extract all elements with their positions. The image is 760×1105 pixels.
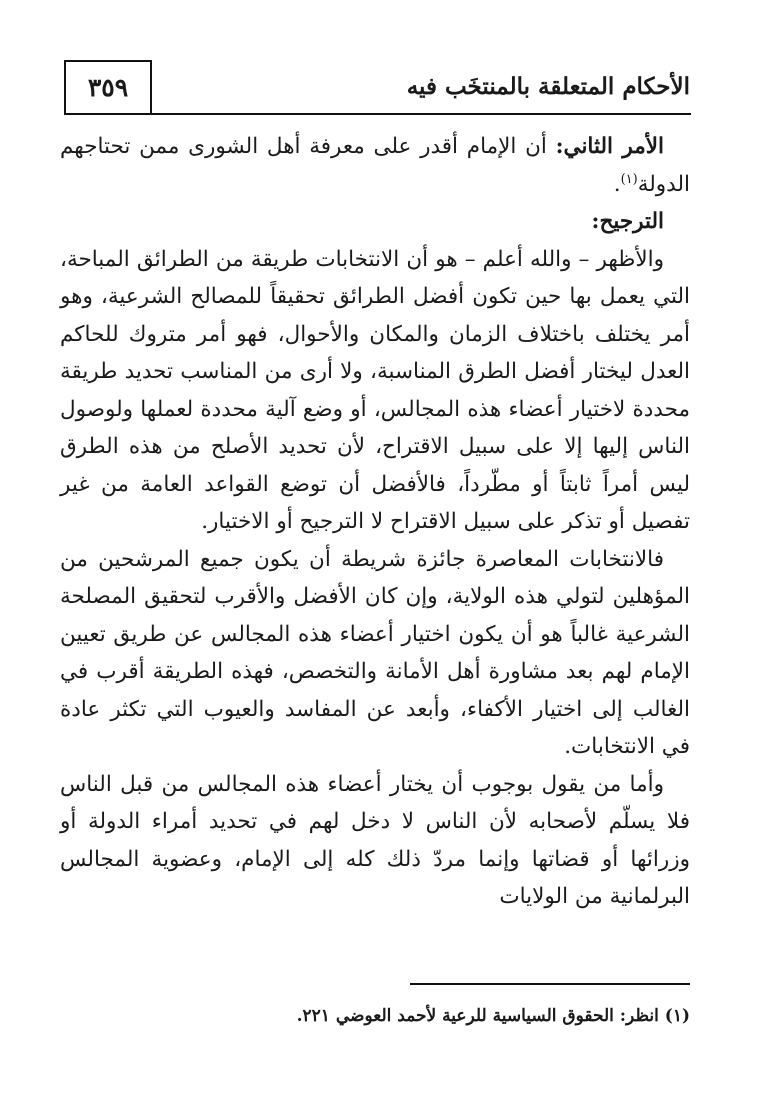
second-matter-text: أن الإمام أقدر على معرفة أهل الشورى ممن تحتاجهم الدولة	[60, 134, 690, 197]
paragraph-appointment: وأما من يقول بوجوب أن يختار أعضاء هذه المجالس من قبل الناس فلا يسلّم لأصحابه لأن الناس لا دخل لهم في تحديد أمراء الدولة أو وزرائها أو قضاتها وإنما مردّ ذلك كله إلى الإمام، وعضوية المجالس البرلمانية من الولايات	[60, 771, 690, 909]
header-rule	[64, 113, 691, 115]
paragraph-elections: فالانتخابات المعاصرة جائزة شريطة أن يكون جميع المرشحين من المؤهلين لتولي هذه الولاية، وإن كان الأفضل والأقرب لتحقيق المصلحة الشرعية غالباً هو أن يكون اختيار أعضاء هذه المجالس عن طريق تعيين الإمام لهم بعد مشاورة أهل الأمانة والتخصص، فهذه الطريقة أقرب في الغالب إلى اختيار الأكفاء، وأبعد عن المفاسد والعيوب التي تكثر عادة في الانتخابات.	[60, 546, 690, 759]
page-number: ٣٥٩	[64, 60, 152, 113]
main-text	[60, 128, 690, 916]
paragraph-second-matter	[60, 128, 690, 203]
running-title: الأحكام المتعلقة بالمنتخَب فيه	[406, 73, 690, 100]
footnote-reference: (١)	[620, 171, 638, 187]
heading-tarjih: الترجيح:	[591, 209, 664, 234]
footnote: (١) انظر: الحقوق السياسية للرعية لأحمد العوضي ٢٢١.	[296, 1006, 690, 1026]
footnote-rule	[410, 983, 690, 985]
sentence-end: .	[613, 171, 621, 197]
paragraph-preference: والأظهر – والله أعلم – هو أن الانتخابات طريقة من الطرائق المباحة، التي يعمل بها حين تكون أفضل الطرائق تحقيقاً للمصالح الشرعية، وهو أمر يختلف باختلاف الزمان والمكان والأحوال، فهو أمر متروك للحاكم العدل ليختار أفضل الطرق المناسبة، ولا أرى من المناسب تحديد طريقة محددة لاختيار أعضاء هذه المجالس، أو وضع آلية محددة لعملها ولوصول الناس إليها إلا على سبيل الاقتراح، لأن تحديد الأصلح من هذه الطرق ليس أمراً ثابتاً أو مطّرداً، فالأفضل أن توضع القواعد العامة من غير تفصيل أو تذكر على سبيل الاقتراح لا الترجيح أو الاختيار.	[60, 246, 690, 534]
second-matter-label: الأمر الثاني:	[555, 134, 664, 159]
